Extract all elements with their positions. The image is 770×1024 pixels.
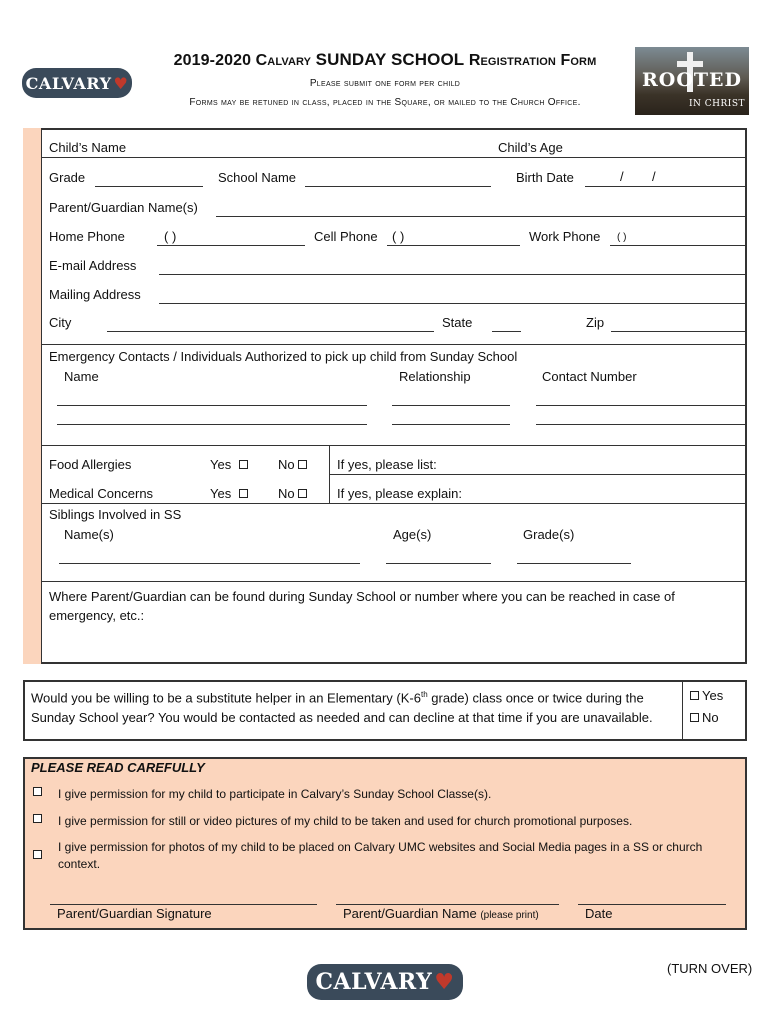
- emergency-relationship-field-2[interactable]: [392, 424, 510, 425]
- emergency-relationship-field-1[interactable]: [392, 405, 510, 406]
- work-phone-field[interactable]: [610, 245, 746, 246]
- birth-date-separator-1: /: [620, 169, 624, 184]
- childs-name-label: Child’s Name: [49, 140, 127, 155]
- city-field[interactable]: [107, 331, 434, 332]
- birth-date-label: Birth Date: [516, 170, 574, 185]
- school-name-label: School Name: [218, 170, 297, 185]
- guardian-names-field[interactable]: [216, 216, 746, 217]
- emergency-heading: Emergency Contacts / Individuals Authorized to pick up child from Sunday School: [49, 349, 518, 364]
- title-calvary: Calvary: [255, 52, 312, 69]
- siblings-names-field[interactable]: [59, 563, 360, 564]
- title-sunday-school: SUNDAY SCHOOL: [315, 50, 465, 69]
- allergies-no-option[interactable]: No: [278, 457, 310, 472]
- email-field[interactable]: [159, 274, 746, 275]
- calvary-logo-footer: [307, 964, 463, 1000]
- permission-1-text: I give permission for my child to participate in Calvary’s Sunday School Classe(s).: [58, 787, 492, 801]
- date-label: Date: [585, 906, 613, 921]
- checkbox-icon[interactable]: [298, 460, 307, 469]
- home-phone-field[interactable]: [157, 245, 305, 246]
- title-year: 2019-2020: [173, 52, 252, 69]
- turn-over-note: (TURN OVER): [667, 961, 753, 976]
- home-phone-label: Home Phone: [49, 229, 125, 244]
- birth-date-separator-2: /: [652, 169, 656, 184]
- concerns-yes-option[interactable]: Yes: [210, 486, 251, 501]
- siblings-col-age: Age(s): [393, 527, 432, 542]
- email-label: E-mail Address: [49, 258, 137, 273]
- in-christ-word: IN CHRIST: [688, 99, 745, 109]
- emergency-col-name: Name: [64, 369, 99, 384]
- emergency-contact-field-2[interactable]: [536, 424, 746, 425]
- guardian-signature-label: Parent/Guardian Signature: [57, 906, 212, 921]
- emergency-col-contact: Contact Number: [542, 369, 637, 384]
- emergency-contact-field-1[interactable]: [536, 405, 746, 406]
- mailing-address-label: Mailing Address: [49, 287, 141, 302]
- header-instruction-2: Forms may be retuned in class, placed in the Square, or mailed to the Church Office.: [189, 97, 581, 108]
- food-allergies-label: Food Allergies: [49, 457, 132, 472]
- concerns-prompt: If yes, please explain:: [337, 486, 463, 501]
- childs-age-label: Child’s Age: [498, 140, 563, 155]
- checkbox-icon[interactable]: [690, 691, 699, 700]
- zip-field[interactable]: [611, 331, 746, 332]
- grade-field[interactable]: [95, 186, 203, 187]
- title-registration-form: Registration Form: [468, 52, 597, 69]
- checkbox-icon[interactable]: [239, 460, 248, 469]
- city-label: City: [49, 315, 72, 330]
- rooted-word: ROOTED: [642, 69, 742, 91]
- form-sidebar-accent: [23, 128, 42, 664]
- allergies-prompt: If yes, please list:: [337, 457, 437, 472]
- permission-1-checkbox[interactable]: [33, 787, 42, 796]
- calvary-logo-text: CALVARY: [315, 969, 433, 995]
- home-phone-areacode: ( ): [164, 229, 177, 244]
- permission-3-text: I give permission for photos of my child to be placed on Calvary UMC websites and Social Media pages in a SS or church context.: [58, 840, 703, 871]
- cell-phone-label: Cell Phone: [314, 229, 378, 244]
- substitute-no-option[interactable]: No: [690, 710, 719, 725]
- cell-phone-field[interactable]: [387, 245, 520, 246]
- permission-3-checkbox[interactable]: [33, 850, 42, 859]
- medical-concerns-label: Medical Concerns: [49, 486, 154, 501]
- mailing-address-field[interactable]: [159, 303, 746, 304]
- cell-phone-areacode: ( ): [392, 229, 405, 244]
- guardian-signature-field[interactable]: [50, 904, 317, 905]
- emergency-name-field-2[interactable]: [57, 424, 367, 425]
- school-name-field[interactable]: [305, 186, 491, 187]
- zip-label: Zip: [586, 315, 605, 330]
- guardian-names-label: Parent/Guardian Name(s): [49, 200, 198, 215]
- whereabouts-field[interactable]: [44, 630, 744, 660]
- permission-2-checkbox[interactable]: [33, 814, 42, 823]
- siblings-col-names: Name(s): [64, 527, 114, 542]
- rooted-in-christ-image: [635, 47, 749, 115]
- birth-date-field[interactable]: [585, 186, 746, 187]
- checkbox-icon[interactable]: [239, 489, 248, 498]
- substitute-yes-option[interactable]: Yes: [690, 688, 723, 703]
- heart-icon: ♥: [434, 969, 455, 995]
- grade-label: Grade: [49, 170, 86, 185]
- guardian-printed-name-label: Parent/Guardian Name (please print): [343, 906, 539, 921]
- please-read-heading: PLEASE READ CAREFULLY: [31, 760, 205, 775]
- substitute-question: Would you be willing to be a substitute helper in an Elementary (K-6th grade) class once or twice during the Sunday School year? You would be contacted as needed and can decline at that time if you are unavailable.: [31, 690, 653, 725]
- date-field[interactable]: [578, 904, 726, 905]
- allergies-yes-option[interactable]: Yes: [210, 457, 251, 472]
- checkbox-icon[interactable]: [298, 489, 307, 498]
- work-phone-areacode: ( ): [617, 232, 627, 243]
- siblings-col-grade: Grade(s): [523, 527, 575, 542]
- heart-icon: ♥: [113, 73, 129, 93]
- permission-2-text: I give permission for still or video pictures of my child to be taken and used for church promotional purposes.: [58, 814, 633, 828]
- siblings-grade-field[interactable]: [517, 563, 631, 564]
- state-label: State: [442, 315, 473, 330]
- checkbox-icon[interactable]: [690, 713, 699, 722]
- whereabouts-prompt: Where Parent/Guardian can be found during Sunday School or number where you can be reached in case of emergency, etc.:: [49, 589, 675, 623]
- work-phone-label: Work Phone: [529, 229, 601, 244]
- concerns-no-option[interactable]: No: [278, 486, 310, 501]
- emergency-col-relationship: Relationship: [399, 369, 471, 384]
- siblings-age-field[interactable]: [386, 563, 491, 564]
- emergency-name-field-1[interactable]: [57, 405, 367, 406]
- header-instruction-1: Please submit one form per child: [309, 78, 461, 89]
- state-field[interactable]: [492, 331, 521, 332]
- calvary-logo-text: CALVARY: [25, 73, 112, 93]
- guardian-printed-name-field[interactable]: [336, 904, 559, 905]
- siblings-heading: Siblings Involved in SS: [49, 507, 182, 522]
